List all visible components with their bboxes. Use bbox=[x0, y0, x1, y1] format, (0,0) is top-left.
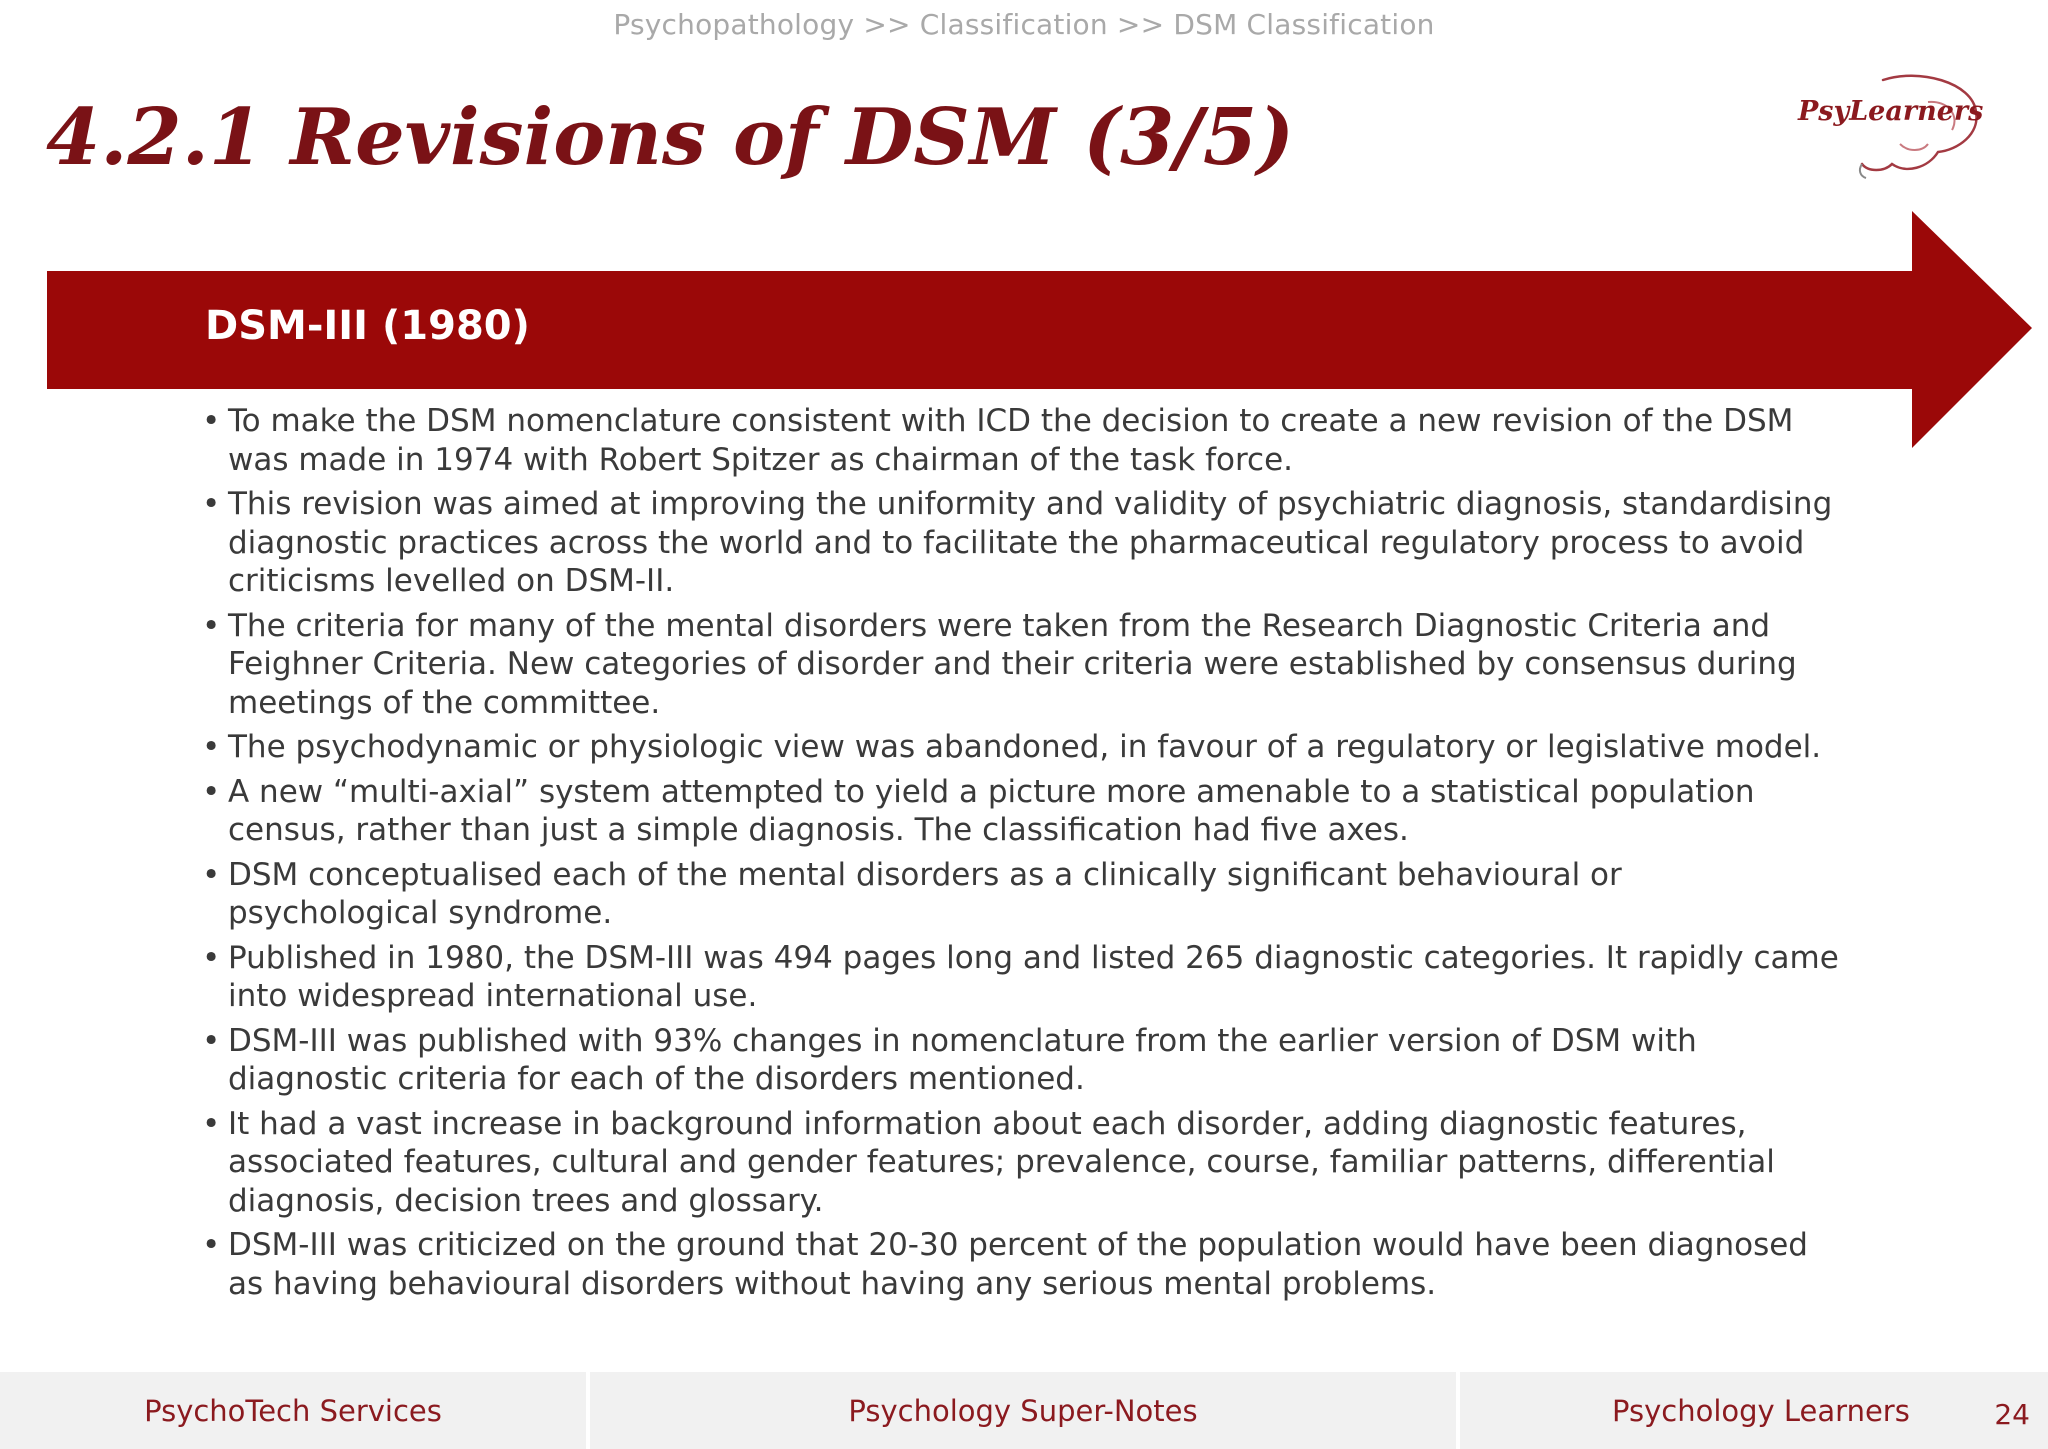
page-number: 24 bbox=[1994, 1398, 2030, 1431]
footer-center: Psychology Super-Notes bbox=[590, 1372, 1456, 1449]
list-item: • To make the DSM nomenclature consistent with ICD the decision to create a new revision of the DSM was made in 1974 with Robert Spitzer as chairman of the task force. bbox=[200, 402, 1840, 479]
breadcrumb: Psychopathology >> Classification >> DSM Classification bbox=[613, 8, 1435, 41]
list-item: • The criteria for many of the mental disorders were taken from the Research Diagnostic Criteria and Feighner Criteria. New categories of disorder and their criteria were established by consensus during meetings of the committee. bbox=[200, 607, 1840, 723]
section-heading: DSM-III (1980) bbox=[205, 303, 530, 349]
psylearners-logo bbox=[1788, 72, 1988, 182]
list-item: • This revision was aimed at improving the uniformity and validity of psychiatric diagnosis, standardising diagnostic practices across the world and to facilitate the pharmaceutical regulatory process to avoid criticisms levelled on DSM-II. bbox=[200, 485, 1840, 601]
footer-right: Psychology Learners bbox=[1460, 1372, 2048, 1449]
list-item: • DSM-III was criticized on the ground that 20-30 percent of the population would have been diagnosed as having behavioural disorders without having any serious mental problems. bbox=[200, 1226, 1840, 1303]
bullet-list bbox=[200, 402, 1840, 1309]
list-item: • The psychodynamic or physiologic view was abandoned, in favour of a regulatory or legislative model. bbox=[200, 728, 1840, 767]
list-item: • DSM conceptualised each of the mental disorders as a clinically significant behavioural or psychological syndrome. bbox=[200, 856, 1840, 933]
footer bbox=[0, 1372, 2048, 1449]
list-item: • DSM-III was published with 93% changes in nomenclature from the earlier version of DSM with diagnostic criteria for each of the disorders mentioned. bbox=[200, 1022, 1840, 1099]
page-title: 4.2.1 Revisions of DSM (3/5) bbox=[46, 92, 1295, 183]
list-item: • It had a vast increase in background information about each disorder, adding diagnostic features, associated features, cultural and gender features; prevalence, course, familiar patterns, differential diagnosis, decision trees and glossary. bbox=[200, 1105, 1840, 1221]
list-item: • A new “multi-axial” system attempted to yield a picture more amenable to a statistical population census, rather than just a simple diagnosis. The classification had five axes. bbox=[200, 773, 1840, 850]
brain-icon bbox=[1788, 72, 1988, 182]
footer-left: PsychoTech Services bbox=[0, 1372, 586, 1449]
logo-text: PsyLearners bbox=[1798, 96, 1984, 127]
list-item: • Published in 1980, the DSM-III was 494 pages long and listed 265 diagnostic categories. It rapidly came into widespread international use. bbox=[200, 939, 1840, 1016]
